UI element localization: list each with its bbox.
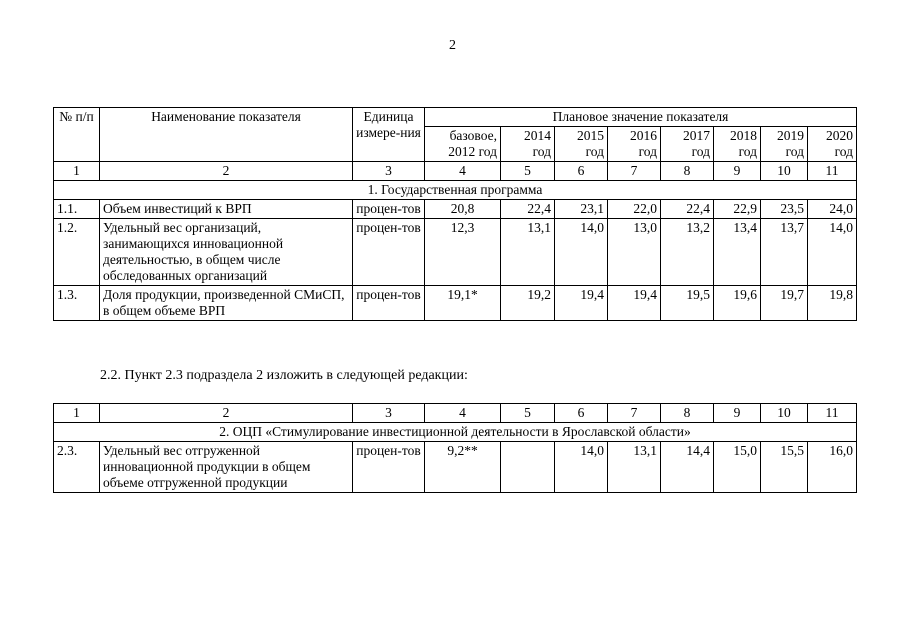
page-number: 2	[449, 38, 456, 53]
col-number: 2	[100, 404, 353, 423]
col-number: 5	[501, 404, 555, 423]
table-row	[54, 200, 857, 219]
col-number: 9	[714, 162, 761, 181]
row-value: 13,2	[661, 219, 714, 286]
header-year: базовое, 2012 год	[425, 127, 501, 162]
row-value: 19,7	[761, 286, 808, 321]
header-name: Наименование показателя	[100, 108, 353, 162]
row-num: 1.1.	[54, 200, 100, 219]
row-num: 1.2.	[54, 219, 100, 286]
header-num: № п/п	[54, 108, 100, 162]
row-value: 19,6	[714, 286, 761, 321]
col-number: 5	[501, 162, 555, 181]
row-num: 1.3.	[54, 286, 100, 321]
row-value: 13,0	[608, 219, 661, 286]
row-value: 19,4	[608, 286, 661, 321]
row-unit: процен-тов	[353, 200, 425, 219]
header-year: 2016 год	[608, 127, 661, 162]
row-value: 19,8	[808, 286, 857, 321]
amendment-paragraph: 2.2. Пункт 2.3 подраздела 2 изложить в следующей редакции:	[100, 368, 468, 383]
column-numbers-row	[54, 162, 857, 181]
row-unit: процен-тов	[353, 286, 425, 321]
row-value: 22,9	[714, 200, 761, 219]
col-number: 1	[54, 404, 100, 423]
row-name: Удельный вес отгруженной инновационной продукции в общем объеме отгруженной продукции	[100, 442, 353, 493]
row-value: 13,1	[501, 219, 555, 286]
table-row	[54, 286, 857, 321]
row-value: 13,7	[761, 219, 808, 286]
table-row	[54, 442, 857, 493]
row-value: 19,5	[661, 286, 714, 321]
col-number: 8	[661, 162, 714, 181]
col-number: 1	[54, 162, 100, 181]
row-value: 12,3	[425, 219, 501, 286]
col-number: 2	[100, 162, 353, 181]
row-name: Доля продукции, произведенной СМиСП, в общем объеме ВРП	[100, 286, 353, 321]
col-number: 9	[714, 404, 761, 423]
col-number: 11	[808, 404, 857, 423]
section-title: 1. Государственная программа	[54, 181, 857, 200]
col-number: 3	[353, 162, 425, 181]
row-value: 23,5	[761, 200, 808, 219]
row-value: 19,2	[501, 286, 555, 321]
row-value: 19,4	[555, 286, 608, 321]
header-unit: Единица измере-ния	[353, 108, 425, 162]
col-number: 6	[555, 404, 608, 423]
col-number: 7	[608, 162, 661, 181]
col-number: 11	[808, 162, 857, 181]
row-value: 9,2**	[425, 442, 501, 493]
section-title: 2. ОЦП «Стимулирование инвестиционной деятельности в Ярославской области»	[54, 423, 857, 442]
row-value: 15,0	[714, 442, 761, 493]
row-name: Удельный вес организаций, занимающихся инновационной деятельностью, в общем числе обследованных организаций	[100, 219, 353, 286]
row-value: 14,4	[661, 442, 714, 493]
col-number: 4	[425, 404, 501, 423]
row-name: Объем инвестиций к ВРП	[100, 200, 353, 219]
header-row	[54, 108, 857, 127]
header-year: 2018 год	[714, 127, 761, 162]
section-row	[54, 423, 857, 442]
col-number: 10	[761, 404, 808, 423]
header-year: 2014 год	[501, 127, 555, 162]
row-value: 13,1	[608, 442, 661, 493]
header-year: 2015 год	[555, 127, 608, 162]
indicators-table	[53, 107, 857, 321]
row-value: 19,1*	[425, 286, 501, 321]
row-value: 22,4	[661, 200, 714, 219]
col-number: 6	[555, 162, 608, 181]
row-value: 15,5	[761, 442, 808, 493]
row-value: 22,0	[608, 200, 661, 219]
column-numbers-row	[54, 404, 857, 423]
header-year: 2020 год	[808, 127, 857, 162]
row-unit: процен-тов	[353, 219, 425, 286]
col-number: 7	[608, 404, 661, 423]
row-value: 16,0	[808, 442, 857, 493]
header-year: 2019 год	[761, 127, 808, 162]
row-value: 24,0	[808, 200, 857, 219]
row-value: 22,4	[501, 200, 555, 219]
header-year: 2017 год	[661, 127, 714, 162]
row-value: 14,0	[808, 219, 857, 286]
table-row	[54, 219, 857, 286]
row-num: 2.3.	[54, 442, 100, 493]
amendment-table	[53, 403, 857, 493]
row-value: 14,0	[555, 442, 608, 493]
header-plan: Плановое значение показателя	[425, 108, 857, 127]
section-row	[54, 181, 857, 200]
row-value	[501, 442, 555, 493]
col-number: 8	[661, 404, 714, 423]
row-value: 23,1	[555, 200, 608, 219]
row-value: 14,0	[555, 219, 608, 286]
col-number: 4	[425, 162, 501, 181]
row-unit: процен-тов	[353, 442, 425, 493]
col-number: 10	[761, 162, 808, 181]
row-value: 20,8	[425, 200, 501, 219]
col-number: 3	[353, 404, 425, 423]
row-value: 13,4	[714, 219, 761, 286]
